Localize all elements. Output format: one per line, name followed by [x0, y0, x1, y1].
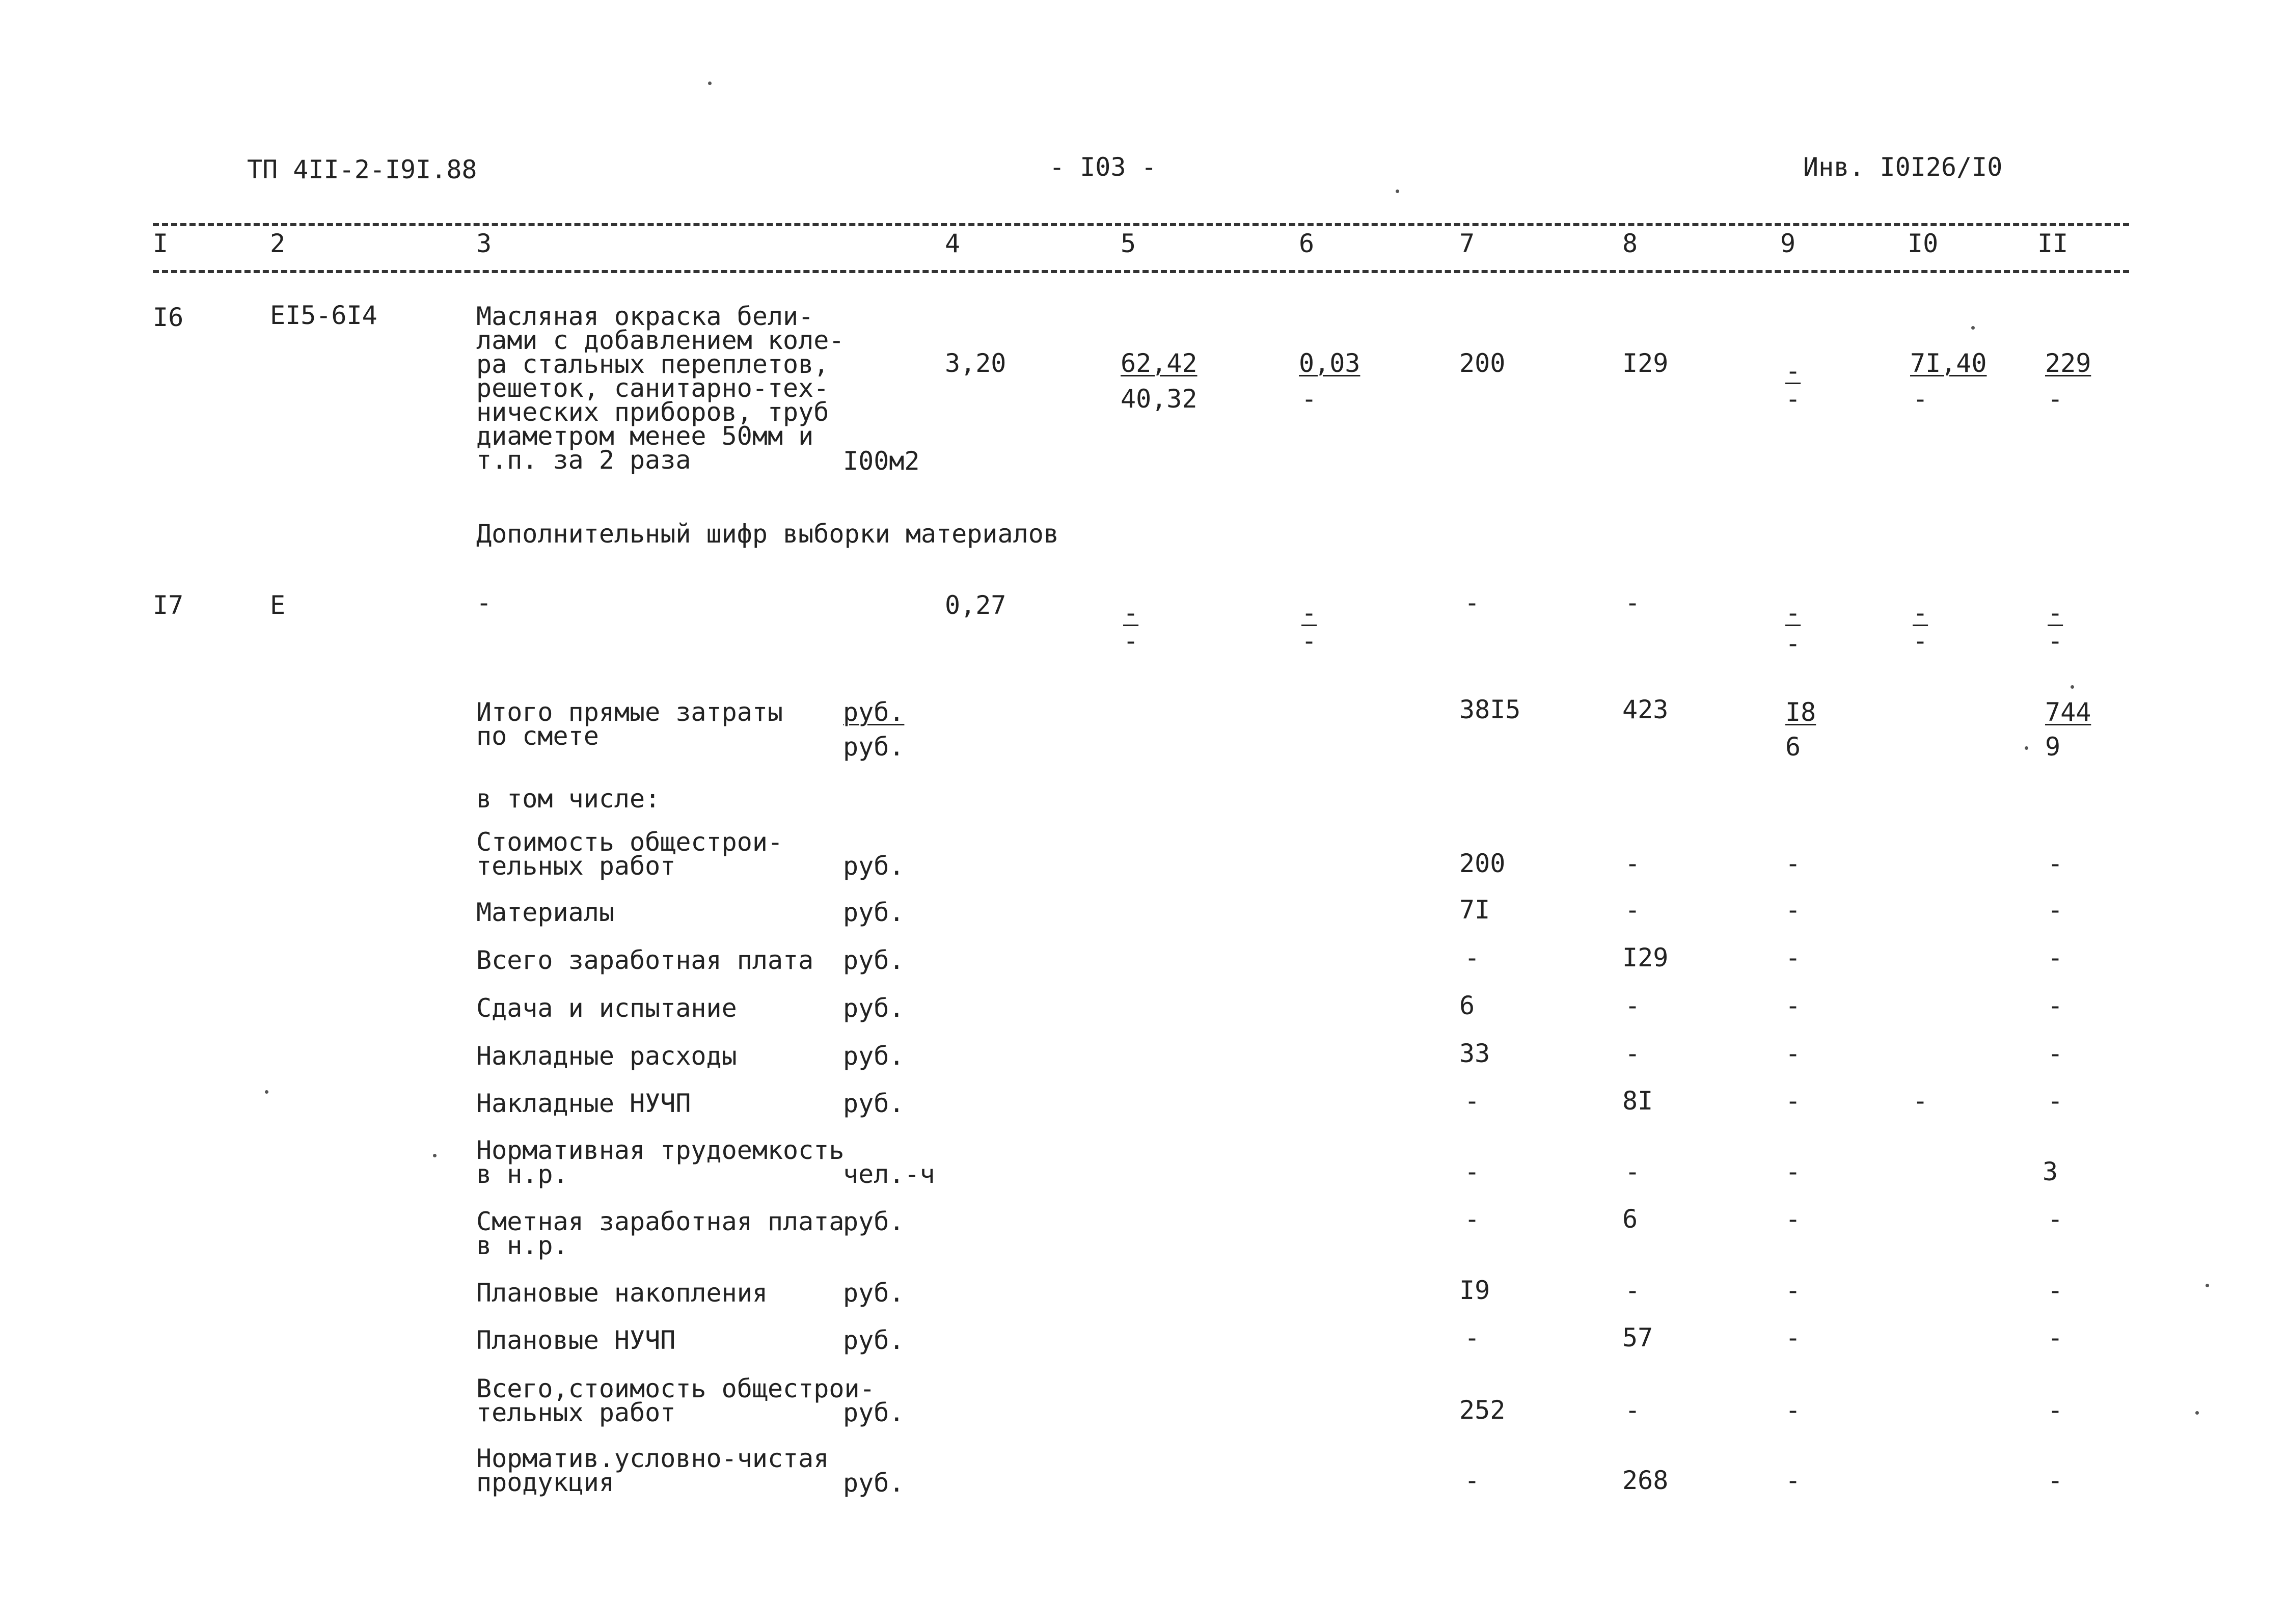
cell-col10-top: -: [1913, 598, 1928, 628]
item-col7: -: [1464, 943, 1480, 972]
cell-col11-bottom: -: [2048, 626, 2063, 656]
column-header-1: I: [153, 229, 169, 258]
item-col7: -: [1464, 1157, 1480, 1186]
cell-col6-bottom: -: [1301, 384, 1317, 414]
extra-materials-note: Дополнительный шифр выборки материалов: [476, 519, 1059, 549]
item-label: Сдача и испытание: [476, 993, 737, 1023]
item-label: Плановые НУЧП: [476, 1325, 676, 1355]
column-header-4: 4: [945, 229, 961, 258]
including-label: в том числе:: [476, 784, 661, 814]
cell-col10-bottom: -: [1913, 384, 1928, 414]
column-header-8: 8: [1622, 229, 1638, 258]
scan-speck: [1396, 190, 1399, 193]
item-col8: -: [1625, 991, 1641, 1020]
row-description: Масляная окраска бели- лами с добавлением коле- ра стальных переплетов, решеток, санитарно-тех- нических приборов, труб диаметром менее 50мм и т.п. за 2 раза: [476, 302, 845, 475]
item-col7: -: [1464, 1086, 1480, 1116]
item-col9: -: [1785, 1204, 1801, 1234]
item-col11: -: [2048, 1276, 2063, 1305]
cell-col9-top: -: [1785, 356, 1801, 386]
cell-col7: 200: [1459, 348, 1506, 378]
scan-speck: [708, 82, 712, 85]
table-header-rule: [153, 270, 2129, 273]
item-col8: -: [1625, 1395, 1641, 1425]
item-col9: -: [1785, 1086, 1801, 1116]
item-col9: -: [1785, 1276, 1801, 1305]
item-col8: 6: [1622, 1204, 1638, 1234]
cell-col8: I29: [1622, 348, 1669, 378]
item-unit: руб.: [843, 1468, 905, 1498]
page-number: - I03 -: [1049, 152, 1157, 182]
item-col11: -: [2048, 849, 2063, 878]
cell-col6-bottom: -: [1301, 626, 1317, 656]
item-col7: 6: [1459, 991, 1475, 1020]
item-label: Всего,стоимость общестрои- тельных работ: [476, 1374, 875, 1427]
item-col9: -: [1785, 1323, 1801, 1352]
item-label: Накладные расходы: [476, 1041, 737, 1071]
cell-col10-bottom: -: [1913, 626, 1928, 656]
totals-label: Итого прямые затраты по смете: [476, 697, 783, 751]
item-unit: руб.: [843, 945, 905, 975]
item-col11: -: [2048, 895, 2063, 925]
cell-col6-top: 0,03: [1299, 348, 1360, 378]
cell-col5-bottom: -: [1123, 626, 1139, 656]
cell-col4: 0,27: [945, 590, 1006, 620]
item-unit: руб.: [843, 1041, 905, 1071]
item-unit: руб.: [843, 1278, 905, 1308]
scan-speck: [2195, 1411, 2199, 1415]
scan-speck: [433, 1154, 437, 1157]
item-col7: -: [1464, 1323, 1480, 1352]
document-code: ТП 4II-2-I9I.88: [247, 155, 477, 184]
column-header-9: 9: [1780, 229, 1796, 258]
item-col11: -: [2048, 1323, 2063, 1352]
item-col11: -: [2048, 1204, 2063, 1234]
item-label: Норматив.условно-чистая продукция: [476, 1444, 829, 1497]
item-label: Стоимость общестрои- тельных работ: [476, 827, 783, 881]
item-col9: -: [1785, 1466, 1801, 1495]
cell-col9-bottom: -: [1785, 384, 1801, 414]
item-col8: -: [1625, 1276, 1641, 1305]
item-unit: руб.: [843, 993, 905, 1023]
row-unit: I00м2: [843, 446, 920, 476]
column-header-10: I0: [1908, 229, 1939, 258]
item-label: Материалы: [476, 898, 614, 927]
totals-unit-top: руб.: [843, 697, 905, 727]
item-col7: 7I: [1459, 895, 1490, 925]
scan-speck: [2071, 685, 2074, 689]
item-col7: 252: [1459, 1395, 1506, 1425]
scan-speck: [1971, 326, 1975, 330]
item-col7: -: [1464, 1466, 1480, 1495]
item-col9: -: [1785, 849, 1801, 878]
item-col11: -: [2048, 1395, 2063, 1425]
item-col7: -: [1464, 1204, 1480, 1234]
scan-speck: [2025, 746, 2028, 750]
cell-col11-top: -: [2048, 598, 2063, 628]
item-col7: 200: [1459, 849, 1506, 878]
column-header-2: 2: [270, 229, 286, 258]
totals-col11-bottom: 9: [2045, 732, 2061, 762]
item-label: Нормативная трудоемкость в н.р.: [476, 1135, 845, 1189]
row-description: -: [476, 588, 492, 617]
item-col9: -: [1785, 1395, 1801, 1425]
column-header-11: II: [2037, 229, 2069, 258]
cell-col4: 3,20: [945, 348, 1006, 378]
item-unit: руб.: [843, 1207, 905, 1236]
cell-col10-top: 7I,40: [1910, 348, 1987, 378]
item-unit: руб.: [843, 1089, 905, 1118]
cell-col7: -: [1464, 588, 1480, 617]
item-col10: -: [1913, 1086, 1928, 1116]
cell-col5-top: 62,42: [1121, 348, 1198, 378]
totals-col7: 38I5: [1459, 695, 1521, 724]
item-col8: 8I: [1622, 1086, 1653, 1116]
item-col7: 33: [1459, 1039, 1490, 1068]
totals-col11-top: 744: [2045, 697, 2091, 727]
cell-col5-top: -: [1123, 598, 1139, 628]
item-col9: -: [1785, 1157, 1801, 1186]
item-unit: чел.-ч: [843, 1159, 935, 1189]
column-header-3: 3: [476, 229, 492, 258]
totals-col9-top: I8: [1785, 697, 1816, 727]
cell-col9-mid: -: [1785, 629, 1801, 658]
item-col9: -: [1785, 943, 1801, 972]
item-col11: -: [2048, 991, 2063, 1020]
item-col9: -: [1785, 895, 1801, 925]
row-code: EI5-6I4: [270, 301, 377, 330]
item-col8: 57: [1622, 1323, 1653, 1352]
cell-col5-bottom: 40,32: [1121, 384, 1198, 414]
item-col11: -: [2048, 1039, 2063, 1068]
row-number: I7: [153, 590, 184, 620]
column-header-6: 6: [1299, 229, 1315, 258]
item-label: Сметная заработная плата в н.р.: [476, 1207, 845, 1260]
totals-unit-bottom: руб.: [843, 732, 905, 762]
item-col8: -: [1625, 895, 1641, 925]
item-col8: -: [1625, 849, 1641, 878]
item-col11: -: [2048, 1086, 2063, 1116]
item-col8: -: [1625, 1157, 1641, 1186]
scan-speck: [265, 1090, 268, 1094]
item-col8: 268: [1622, 1466, 1669, 1495]
row-number: I6: [153, 303, 184, 332]
item-unit: руб.: [843, 898, 905, 927]
inventory-number: Инв. I0I26/I0: [1803, 152, 2003, 182]
totals-col9-bottom: 6: [1785, 732, 1801, 762]
cell-col9-top: -: [1785, 598, 1801, 628]
item-col11: 3: [2043, 1157, 2058, 1186]
table-top-rule: [153, 223, 2129, 226]
item-col8: -: [1625, 1039, 1641, 1068]
cell-col8: -: [1625, 588, 1641, 617]
scan-speck: [2206, 1284, 2209, 1287]
column-header-7: 7: [1459, 229, 1475, 258]
cell-col11-bottom: -: [2048, 384, 2063, 414]
item-col9: -: [1785, 991, 1801, 1020]
cell-col6-top: -: [1301, 598, 1317, 628]
item-col8: I29: [1622, 943, 1669, 972]
item-col7: I9: [1459, 1276, 1490, 1305]
cell-col11-top: 229: [2045, 348, 2091, 378]
item-unit: руб.: [843, 851, 905, 881]
item-unit: руб.: [843, 1325, 905, 1355]
row-code: E: [270, 590, 286, 620]
item-unit: руб.: [843, 1398, 905, 1427]
item-col9: -: [1785, 1039, 1801, 1068]
item-label: Плановые накопления: [476, 1278, 768, 1308]
item-label: Всего заработная плата: [476, 945, 814, 975]
item-col11: -: [2048, 943, 2063, 972]
column-header-5: 5: [1121, 229, 1136, 258]
item-col11: -: [2048, 1466, 2063, 1495]
totals-col8: 423: [1622, 695, 1669, 724]
item-label: Накладные НУЧП: [476, 1089, 691, 1118]
